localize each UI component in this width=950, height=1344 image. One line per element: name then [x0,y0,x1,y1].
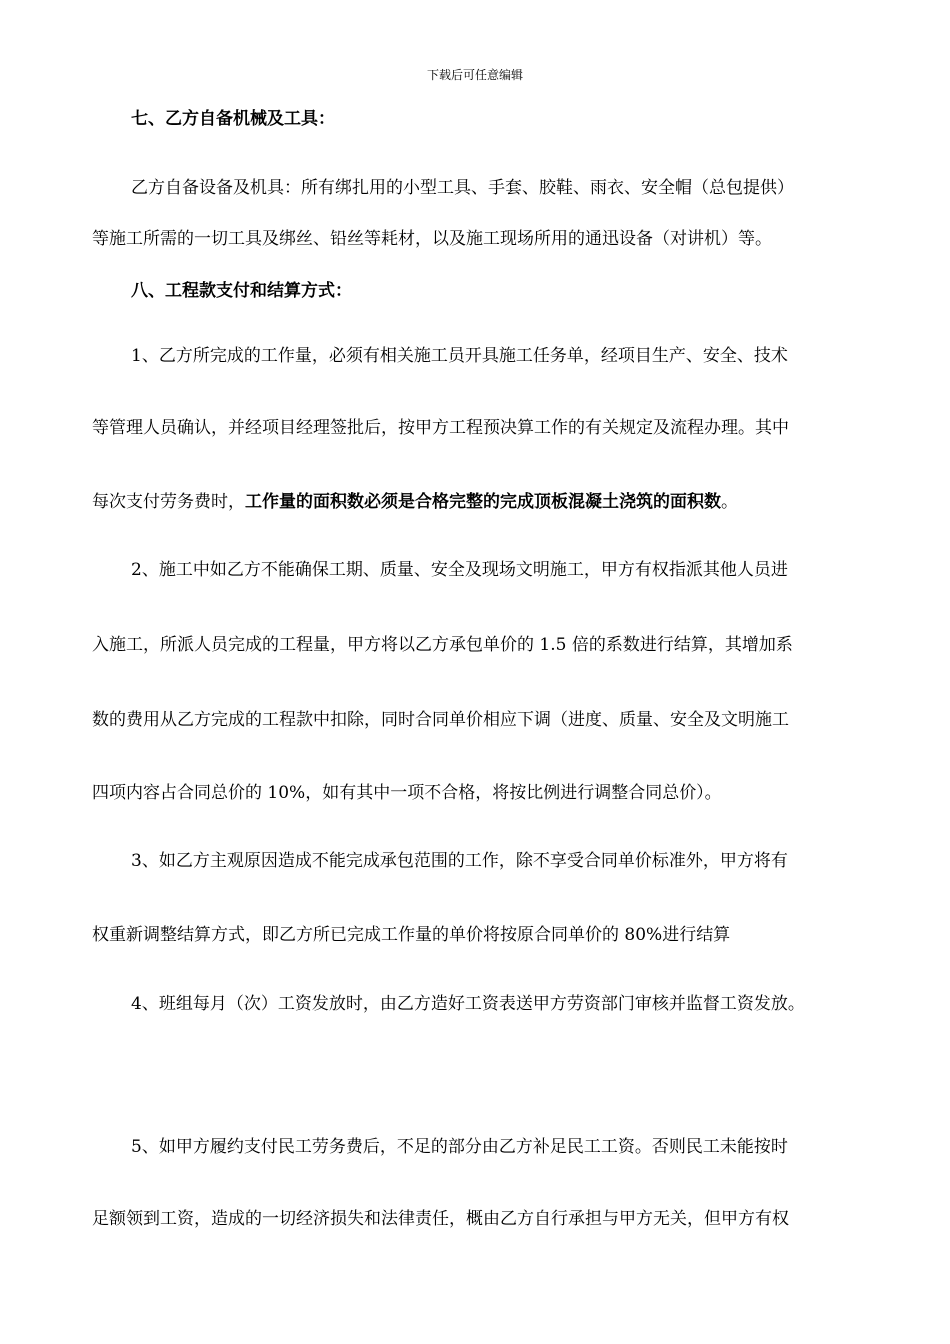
item-2-line-4: 四项内容占合同总价的 10%，如有其中一项不合格，将按比例进行调整合同总价）。 [92,783,722,803]
item-1-line-3-bold: 工作量的面积数必须是合格完整的完成顶板混凝土浇筑的面积数 [245,492,721,512]
section-7-line-1: 乙方自备设备及机具：所有绑扎用的小型工具、手套、胶鞋、雨衣、安全帽（总包提供） [131,178,794,198]
item-1-line-3 [92,491,738,513]
section-8-heading: 八、工程款支付和结算方式： [131,281,352,301]
item-3-line-1: 3、如乙方主观原因造成不能完成承包范围的工作，除不享受合同单价标准外，甲方将有 [131,851,788,871]
item-3-line-2: 权重新调整结算方式，即乙方所已完成工作量的单价将按原合同单价的 80%进行结算 [92,925,731,945]
item-2-line-3: 数的费用从乙方完成的工程款中扣除，同时合同单价相应下调（进度、质量、安全及文明施工 [92,710,789,730]
section-7-line-2: 等施工所需的一切工具及绑丝、铅丝等耗材，以及施工现场所用的通迅设备（对讲机）等。 [92,229,772,249]
item-2-line-1: 2、施工中如乙方不能确保工期、质量、安全及现场文明施工，甲方有权指派其他人员进 [131,560,788,580]
section-7-heading: 七、乙方自备机械及工具： [131,109,335,129]
item-4-line-1: 4、班组每月（次）工资发放时，由乙方造好工资表送甲方劳资部门审核并监督工资发放。 [131,994,805,1014]
item-2-line-2: 入施工，所派人员完成的工程量，甲方将以乙方承包单价的 1.5 倍的系数进行结算，其增加系 [92,635,793,655]
item-1-line-2: 等管理人员确认，并经项目经理签批后，按甲方工程预决算工作的有关规定及流程办理。其中 [92,418,789,438]
item-1-line-1: 1、乙方所完成的工作量，必须有相关施工员开具施工任务单，经项目生产、安全、技术 [131,346,788,366]
item-5-line-2: 足额领到工资，造成的一切经济损失和法律责任，概由乙方自行承担与甲方无关，但甲方有权 [92,1209,789,1229]
item-5-line-1: 5、如甲方履约支付民工劳务费后，不足的部分由乙方补足民工工资。否则民工未能按时 [131,1137,788,1157]
item-1-line-3-suffix: 。 [721,492,738,512]
page-header: 下载后可任意编辑 [426,68,523,82]
item-1-line-3-prefix: 每次支付劳务费时， [92,492,245,512]
